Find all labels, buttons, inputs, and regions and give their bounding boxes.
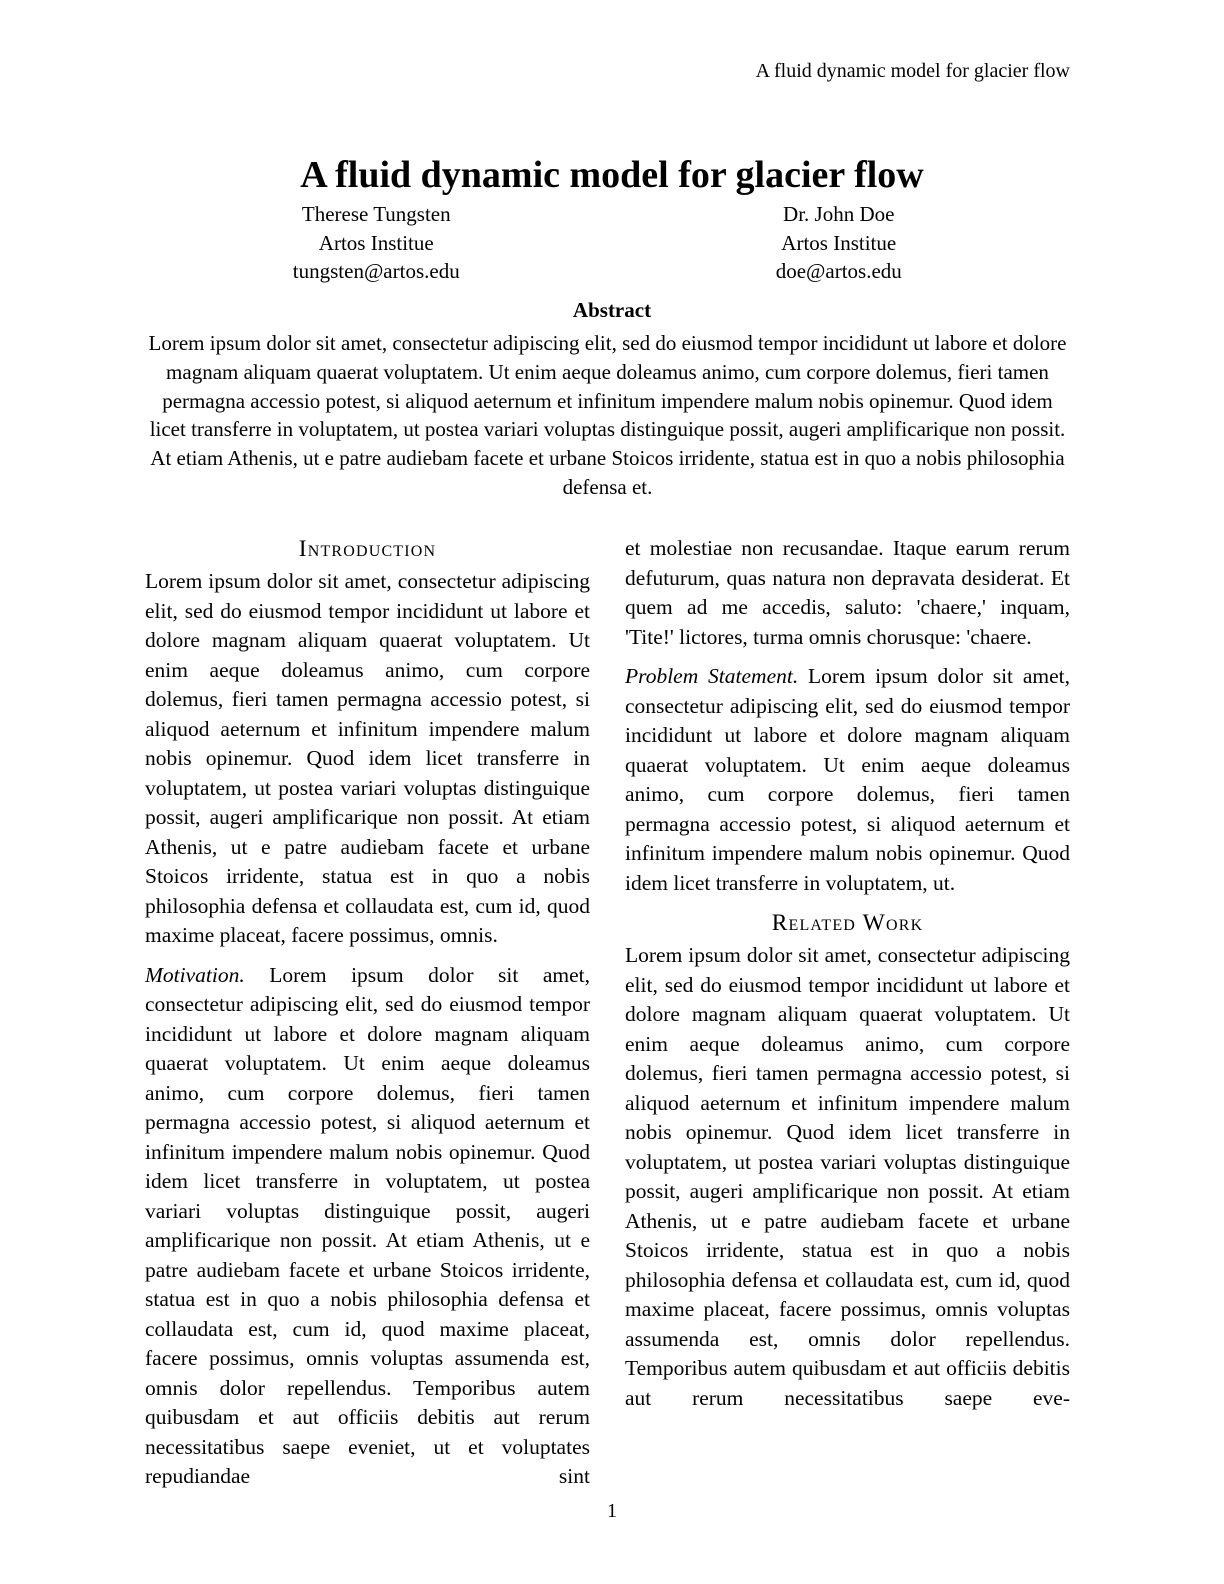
author-left	[145, 200, 608, 286]
author-email: doe@artos.edu	[775, 259, 902, 283]
motivation-paragraph-continued: et molestiae non recusandae. Itaque earum rerum defuturum, quas natura non depravata desiderat. Et quem ad me accedis, saluto: 'chaere,' inquam, 'Tite!' lictores, turma omnis chorusque: 'chaere.	[625, 536, 1070, 649]
related-work-paragraph: Lorem ipsum dolor sit amet, consectetur adipiscing elit, sed do eiusmod tempor incididunt ut labore et dolore magnam aliquam quaerat voluptatem. Ut enim aeque doleamus animo, cum corpore dolemus, fieri tamen permagna accessio potest, si aliquod aeternum et infinitum impendere malum nobis opinemur. Quod idem licet transferre in voluptatem, ut postea variari voluptas distinguique possit, augeri amplificarique non possit. At etiam Athenis, ut e patre audiebam facete et urbane Stoicos irridente, statua est in quo a nobis philosophia defensa et collaudata est, cum id, quod maxime placeat, facere possimus, omnis voluptas assumenda est, omnis dolor repellendus. Temporibus autem quibusdam et aut officiis debitis aut rerum necessitatibus saepe eve-	[625, 943, 1070, 1410]
motivation-text-left: Lorem ipsum dolor sit amet, consectetur adipiscing elit, sed do eiusmod tempor incididunt ut labore et dolore magnam aliquam quaerat voluptatem. Ut enim aeque doleamus animo, cum corpore dolemus, fieri tamen permagna accessio potest, si aliquod aeternum et infinitum impendere malum nobis opinemur. Quod idem licet transferre in voluptatem, ut postea variari voluptas distinguique possit, augeri amplificarique non possit. At etiam Athenis, ut e patre audiebam facete et urbane Stoicos irridente, statua est in quo a nobis philosophia defensa et collaudata est, cum id, quod maxime placeat, facere possimus, omnis voluptas assumenda est, omnis dolor repellendus. Temporibus autem quibusdam et aut officiis debitis aut rerum necessitatibus saepe eveniet, ut et voluptates repudiandae sint	[145, 962, 591, 1488]
problem-statement-text: Lorem ipsum dolor sit amet, consectetur adipiscing elit, sed do eiusmod tempor incididunt ut labore et dolore magnam aliquam quaerat voluptatem. Ut enim aeque doleamus animo, cum corpore dolemus, fieri tamen permagna accessio potest, si aliquod aeternum et infinitum impendere malum nobis opinemur. Quod idem licet transferre in voluptatem, ut.	[625, 664, 1070, 895]
problem-statement-run-in-heading: Problem Statement.	[625, 664, 799, 688]
introduction-paragraph: Lorem ipsum dolor sit amet, consectetur adipiscing elit, sed do eiusmod tempor incididunt ut labore et dolore magnam aliquam quaerat voluptatem. Ut enim aeque doleamus animo, cum corpore dolemus, fieri tamen permagna accessio potest, si aliquod aeternum et infinitum impendere malum nobis opinemur. Quod idem licet transferre in voluptatem, ut postea variari voluptas distinguique possit, augeri amplificarique non possit. At etiam Athenis, ut e patre audiebam facete et urbane Stoicos irridente, statua est in quo a nobis philosophia defensa et collaudata est, cum id, quod maxime placeat, facere possimus, omnis.	[145, 569, 590, 947]
author-block	[145, 200, 1070, 286]
motivation-paragraph	[145, 961, 590, 1492]
author-right	[608, 200, 1071, 286]
motivation-run-in-heading: Motivation.	[145, 962, 245, 987]
two-column-body	[145, 534, 1070, 1492]
right-column	[625, 534, 1070, 1492]
abstract-text: Lorem ipsum dolor sit amet, consectetur adipiscing elit, sed do eiusmod tempor incididunt ut labore et dolore magnam aliquam quaerat voluptatem. Ut enim aeque doleamus animo, cum corpore dolemus, fieri tamen permagna accessio potest, si aliquod aeternum et infinitum impendere malum nobis opinemur. Quod idem licet transferre in voluptatem, ut postea variari voluptas distinguique possit, augeri amplificarique non possit. At etiam Athenis, ut e patre audiebam facete et urbane Stoicos irridente, statua est in quo a nobis philosophia defensa et.	[148, 331, 1067, 499]
problem-statement-paragraph	[625, 662, 1070, 898]
author-email: tungsten@artos.edu	[292, 259, 460, 283]
page-number: 1	[607, 1500, 617, 1522]
left-column	[145, 534, 590, 1492]
author-name: Dr. John Doe	[783, 202, 895, 226]
section-heading-related-work: Related Work	[771, 910, 924, 936]
page-title: A fluid dynamic model for glacier flow	[300, 154, 924, 197]
author-name: Therese Tungsten	[301, 202, 451, 226]
running-header: A fluid dynamic model for glacier flow	[755, 60, 1070, 82]
author-affiliation: Artos Institue	[781, 230, 897, 255]
abstract-heading: Abstract	[572, 298, 652, 322]
author-affiliation: Artos Institue	[318, 230, 434, 255]
section-heading-introduction: Introduction	[298, 536, 437, 562]
